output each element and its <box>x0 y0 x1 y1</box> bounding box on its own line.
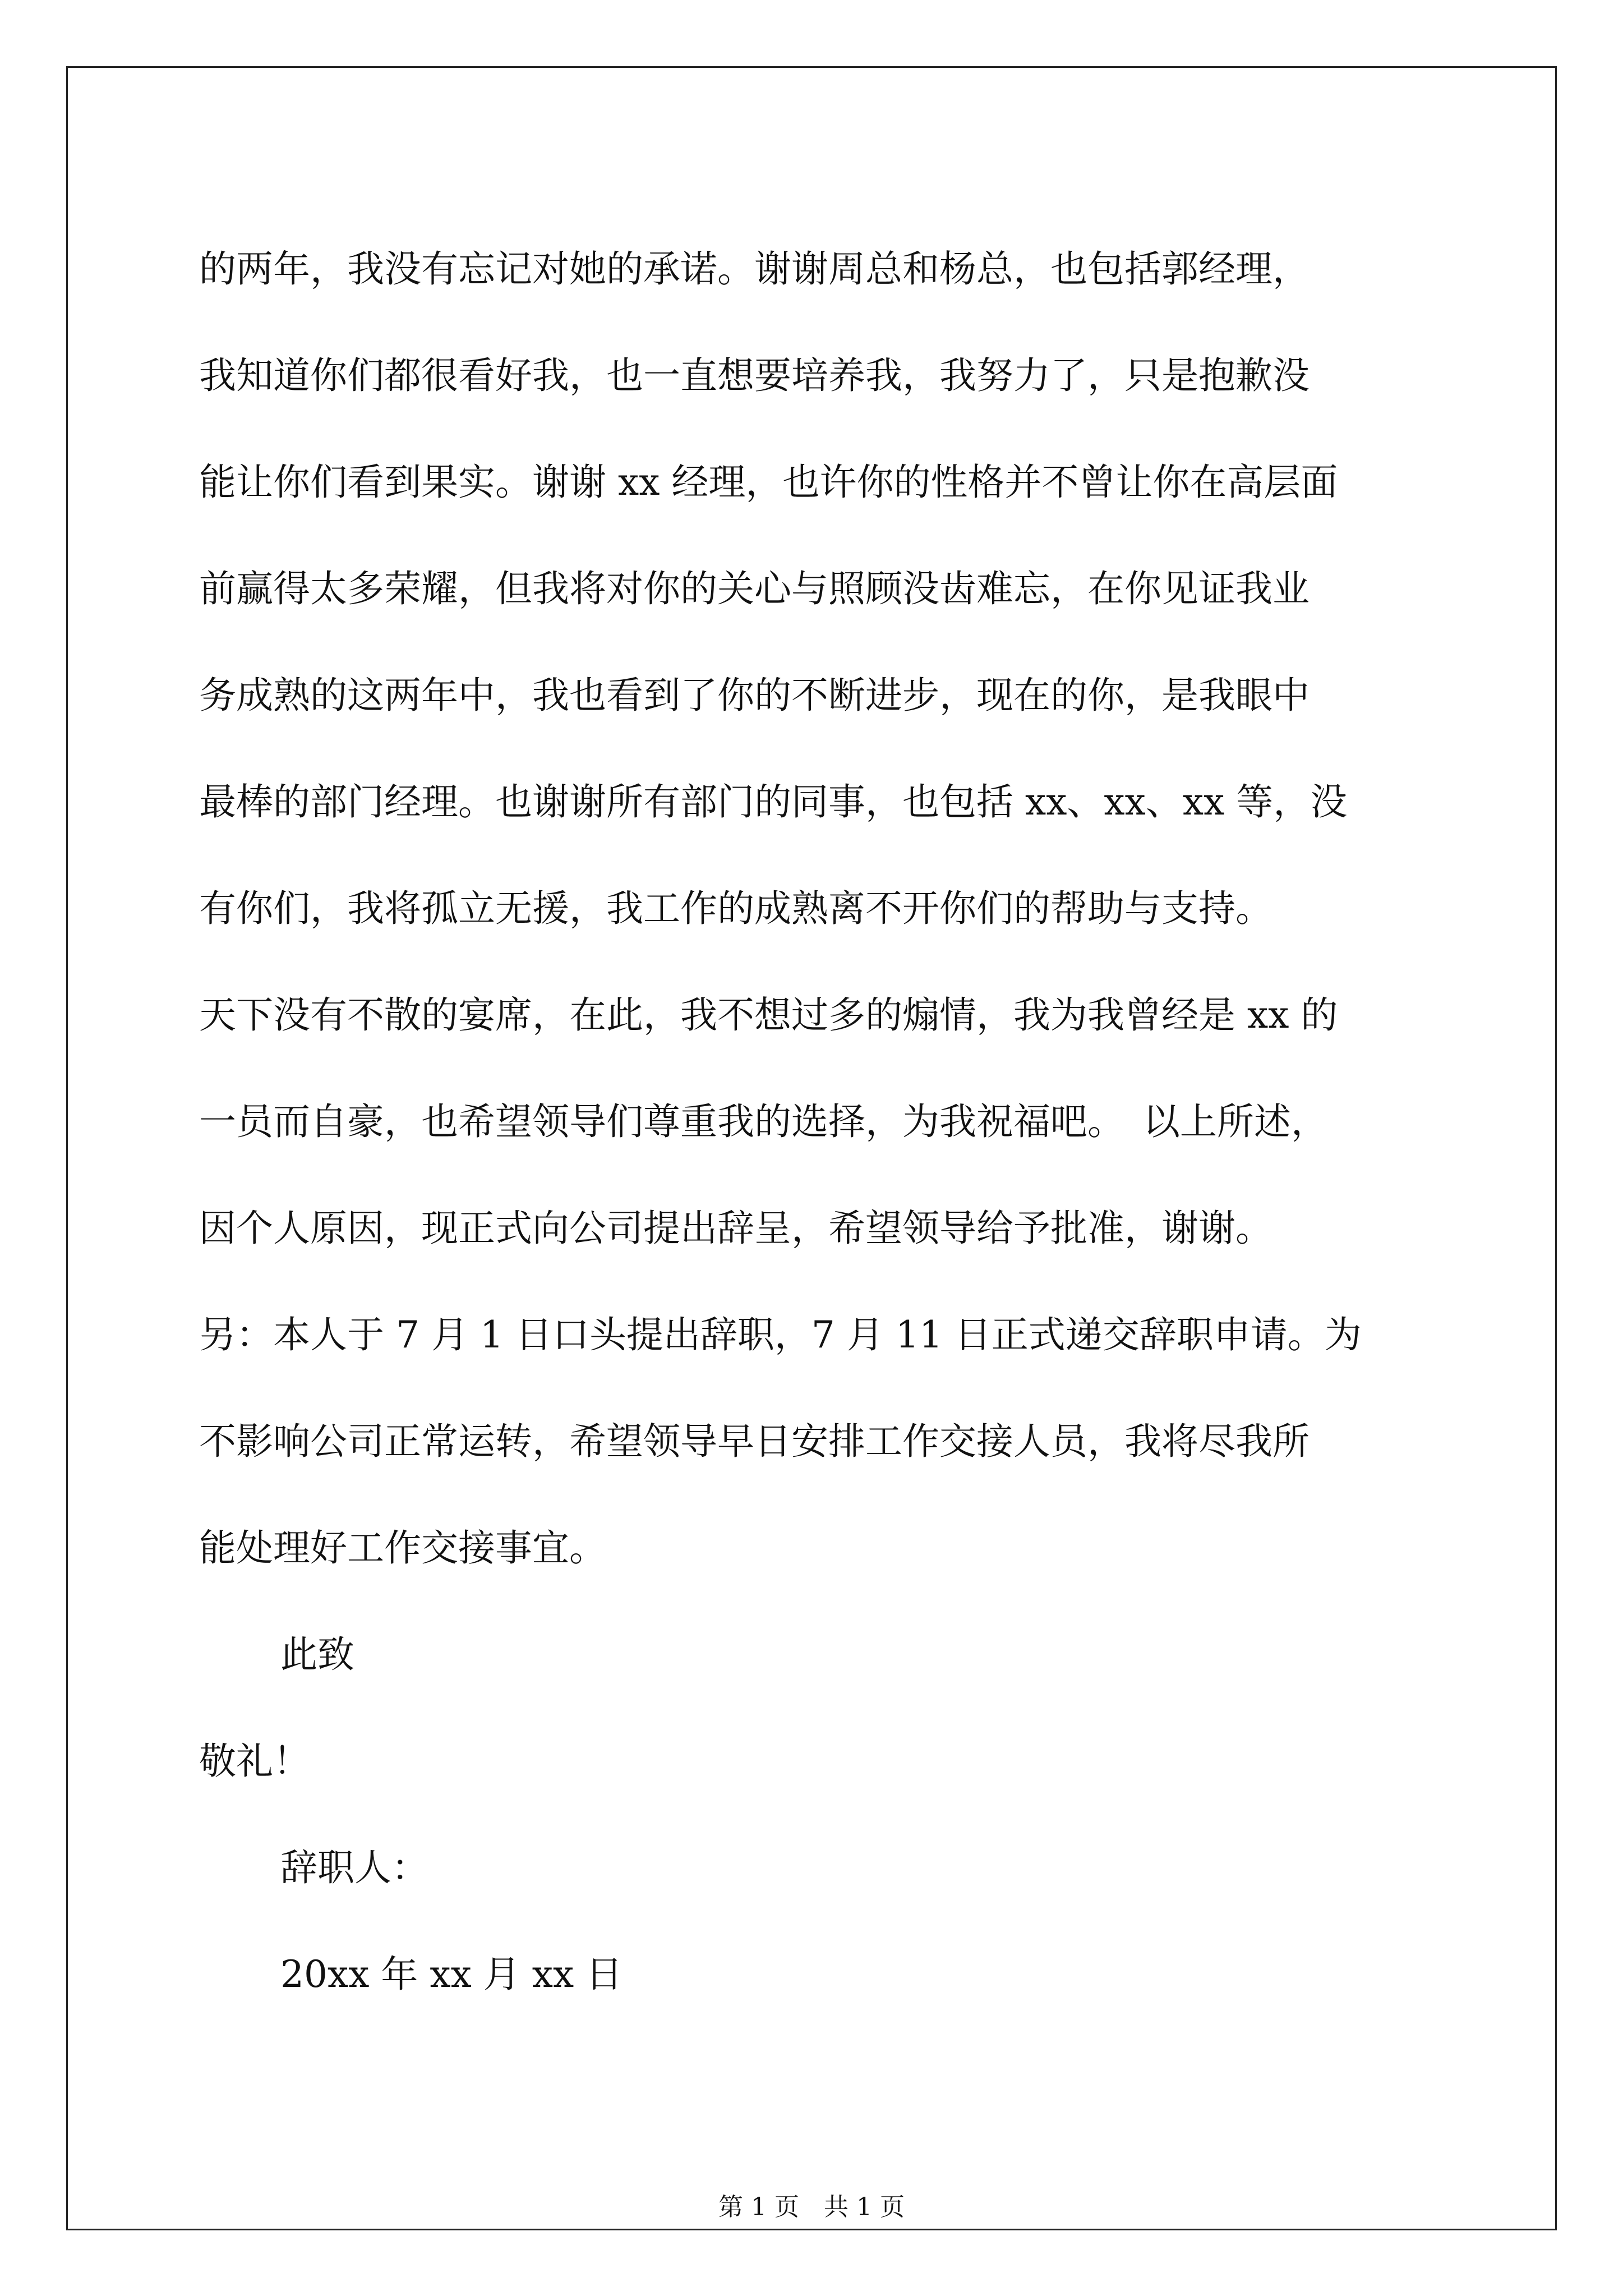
body-line: 一员而自豪，也希望领导们尊重我的选择，为我祝福吧。 以上所述， <box>199 1100 1328 1143</box>
body-line: 天下没有不散的宴席，在此，我不想过多的煽情，我为我曾经是 xx 的 <box>199 993 1338 1037</box>
body-line: 能处理好工作交接事宜。 <box>199 1526 606 1570</box>
body-line: 最棒的部门经理。也谢谢所有部门的同事，也包括 xx、xx、xx 等，没 <box>199 780 1348 823</box>
letter-body <box>199 216 1427 2028</box>
closing: 此致 <box>280 1633 354 1676</box>
body-line: 前赢得太多荣耀，但我将对你的关心与照顾没齿难忘，在你见证我业 <box>199 567 1310 610</box>
salutation: 敬礼！ <box>199 1740 310 1783</box>
body-line: 因个人原因，现正式向公司提出辞呈，希望领导给予批准，谢谢。 <box>199 1207 1272 1250</box>
body-line: 务成熟的这两年中，我也看到了你的不断进步，现在的你，是我眼中 <box>199 674 1310 717</box>
body-line: 另：本人于 7 月 1 日口头提出辞职，7 月 11 日正式递交辞职申请。为 <box>199 1313 1362 1356</box>
body-line: 有你们，我将孤立无援，我工作的成熟离不开你们的帮助与支持。 <box>199 887 1272 930</box>
date: 20xx 年 xx 月 xx 日 <box>280 1953 623 1996</box>
body-line: 的两年，我没有忘记对她的承诺。谢谢周总和杨总，也包括郭经理， <box>199 247 1310 291</box>
body-line: 不影响公司正常运转，希望领导早日安排工作交接人员，我将尽我所 <box>199 1420 1310 1463</box>
body-line: 能让你们看到果实。谢谢 xx 经理，也许你的性格并不曾让你在高层面 <box>199 461 1338 504</box>
signer-label: 辞职人： <box>280 1846 428 1889</box>
body-line: 我知道你们都很看好我，也一直想要培养我，我努力了，只是抱歉没 <box>199 354 1310 397</box>
page-footer: 第 1 页 共 1 页 <box>718 2193 905 2221</box>
